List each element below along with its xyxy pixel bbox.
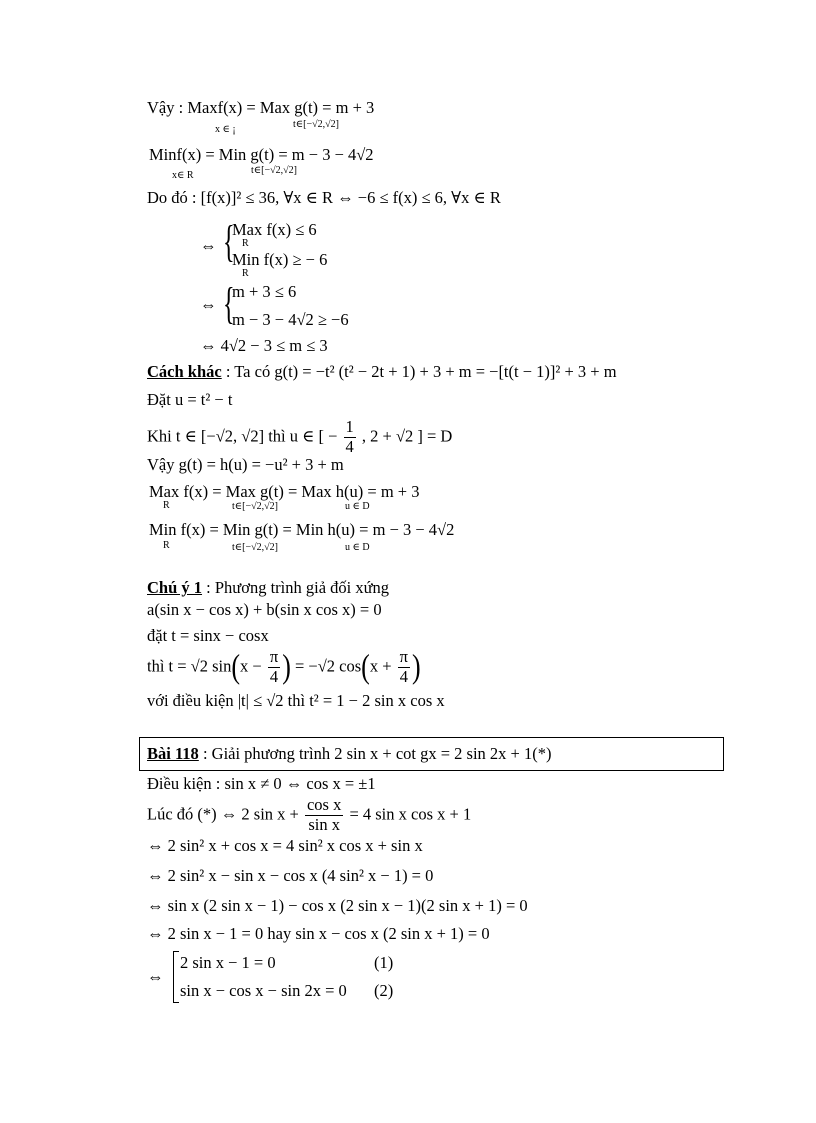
subscript-x: x ∈ ¡ (215, 124, 236, 135)
line-bai-118 (147, 746, 551, 763)
fraction-pi-4: $\frac{\pi}{4}$ (399, 647, 408, 686)
subscript-u-d: u ∈ D (345, 501, 370, 512)
subscript-x-r: x∈ R (172, 170, 194, 181)
line-max-h: Max f(x) = Max g(t) = Max h(u) = m + 3 (149, 482, 420, 501)
fraction-one-quarter: $\frac{1}{4}$ (345, 417, 354, 456)
line-vay-g: Vậy g(t) = h(u) = −u² + 3 + m (147, 455, 344, 474)
khi-text-end: , 2 + √2 ] = D (361, 426, 453, 446)
subscript-u-d: u ∈ D (345, 542, 370, 553)
line-min-h: Min f(x) = Min g(t) = Min h(u) = m − 3 − 4√2 (149, 520, 455, 539)
line-dat-t: đặt t = sinx − cosx (147, 626, 269, 645)
x-minus: x − (240, 656, 262, 676)
equiv-symbol: ⇔ (200, 236, 217, 255)
equiv-symbol: ⇔ (200, 295, 217, 314)
system2-line2: m − 3 − 4√2 ≥ −6 (232, 310, 349, 329)
bai-118-text: : Giải phương trình 2 sin x + cot gx = 2 sin 2x + 1(*) (198, 744, 552, 763)
subscript-t-interval: t∈[−√2,√2] (251, 165, 297, 176)
line-chu-y (147, 580, 389, 597)
left-bracket (173, 951, 179, 1003)
final-eq-1-label: (1) (374, 953, 394, 972)
heading-chu-y-1: Chú ý 1 (147, 578, 203, 597)
luc-do-text: Lúc đó (*) ⇔ 2 sin x + (147, 804, 299, 824)
subscript-r: R (163, 540, 170, 551)
subscript-r: R (242, 268, 249, 279)
system1-line2: Min f(x) ≥ − 6 (232, 250, 328, 269)
final-eq-2: sin x − cos x − sin 2x = 0 (180, 981, 347, 1000)
line-cach-khac (147, 364, 617, 381)
line-step-3: ⇔ sin x (2 sin x − 1) − cos x (2 sin x − 1)(2 sin x + 1) = 0 (147, 896, 528, 915)
luc-do-rhs: = 4 sin x cos x + 1 (349, 804, 472, 824)
thi-t-text: thì t = √2 sin (147, 656, 232, 676)
fraction-cos-over-sin: $\frac{\text{cos x}}{\text{sin x}}$ (306, 795, 342, 834)
subscript-t-interval: t∈[−√2,√2] (232, 501, 278, 512)
line-dat-u: Đặt u = t² − t (147, 390, 233, 409)
line-result-m: ⇔ 4√2 − 3 ≤ m ≤ 3 (200, 336, 328, 355)
line-dieu-kien-t: với điều kiện |t| ≤ √2 thì t² = 1 − 2 sin x cos x (147, 691, 445, 710)
heading-cach-khac: Cách khác (147, 362, 222, 381)
final-eq-1: 2 sin x − 1 = 0 (180, 953, 276, 972)
subscript-t-interval: t∈[−√2,√2] (232, 542, 278, 553)
line-step-4: ⇔ 2 sin x − 1 = 0 hay sin x − cos x (2 sin x + 1) = 0 (147, 924, 490, 943)
fraction-pi-4: $\frac{\pi}{4}$ (269, 647, 279, 686)
heading-bai-118: Bài 118 (147, 744, 199, 763)
line-minf: Minf(x) = Min g(t) = m − 3 − 4√2 (149, 145, 374, 164)
left-brace: { (223, 217, 235, 266)
line-luc-do (147, 796, 471, 835)
final-eq-2-label: (2) (374, 981, 394, 1000)
system2-line1: m + 3 ≤ 6 (232, 282, 297, 301)
line-do-do: Do đó : [f(x)]² ≤ 36, ∀x ∈ R ⇔ −6 ≤ f(x) ≤ 6, ∀x ∈ R (147, 188, 501, 207)
subscript-r: R (163, 500, 170, 511)
x-plus: x + (369, 656, 392, 676)
line-pt-gia-doi-xung: a(sin x − cos x) + b(sin x cos x) = 0 (147, 600, 382, 619)
left-brace: { (223, 279, 235, 328)
line-thi-t: thì t = √2 sin(x − $\frac{\pi}{4}$ ) = −√2 cos(x + $\frac{\pi}{4}$ ) (147, 647, 421, 686)
line-step-2: ⇔ 2 sin² x − sin x − cos x (4 sin² x − 1) = 0 (147, 866, 434, 885)
cos-text: = −√2 cos (295, 656, 362, 676)
cach-khac-text: : Ta có g(t) = −t² (t² − 2t + 1) + 3 + m = −[t(t − 1)]² + 3 + m (221, 362, 617, 381)
system1-line1: Max f(x) ≤ 6 (232, 220, 317, 239)
khi-text: Khi t ∈ [−√2, √2] thì u ∈ [ − (147, 426, 338, 446)
equiv-symbol: ⇔ (147, 967, 164, 986)
line-vay-max: Vậy : Maxf(x) = Max g(t) = m + 3 (147, 98, 375, 117)
subscript-r: R (242, 238, 249, 249)
line-step-1: ⇔ 2 sin² x + cos x = 4 sin² x cos x + sin x (147, 836, 423, 855)
subscript-t-interval: t∈[−√2,√2] (293, 119, 339, 130)
line-khi-t (147, 418, 452, 457)
chu-y-text: : Phương trình giả đối xứng (202, 578, 390, 597)
line-dieu-kien: Điều kiện : sin x ≠ 0 ⇔ cos x = ±1 (147, 774, 376, 793)
